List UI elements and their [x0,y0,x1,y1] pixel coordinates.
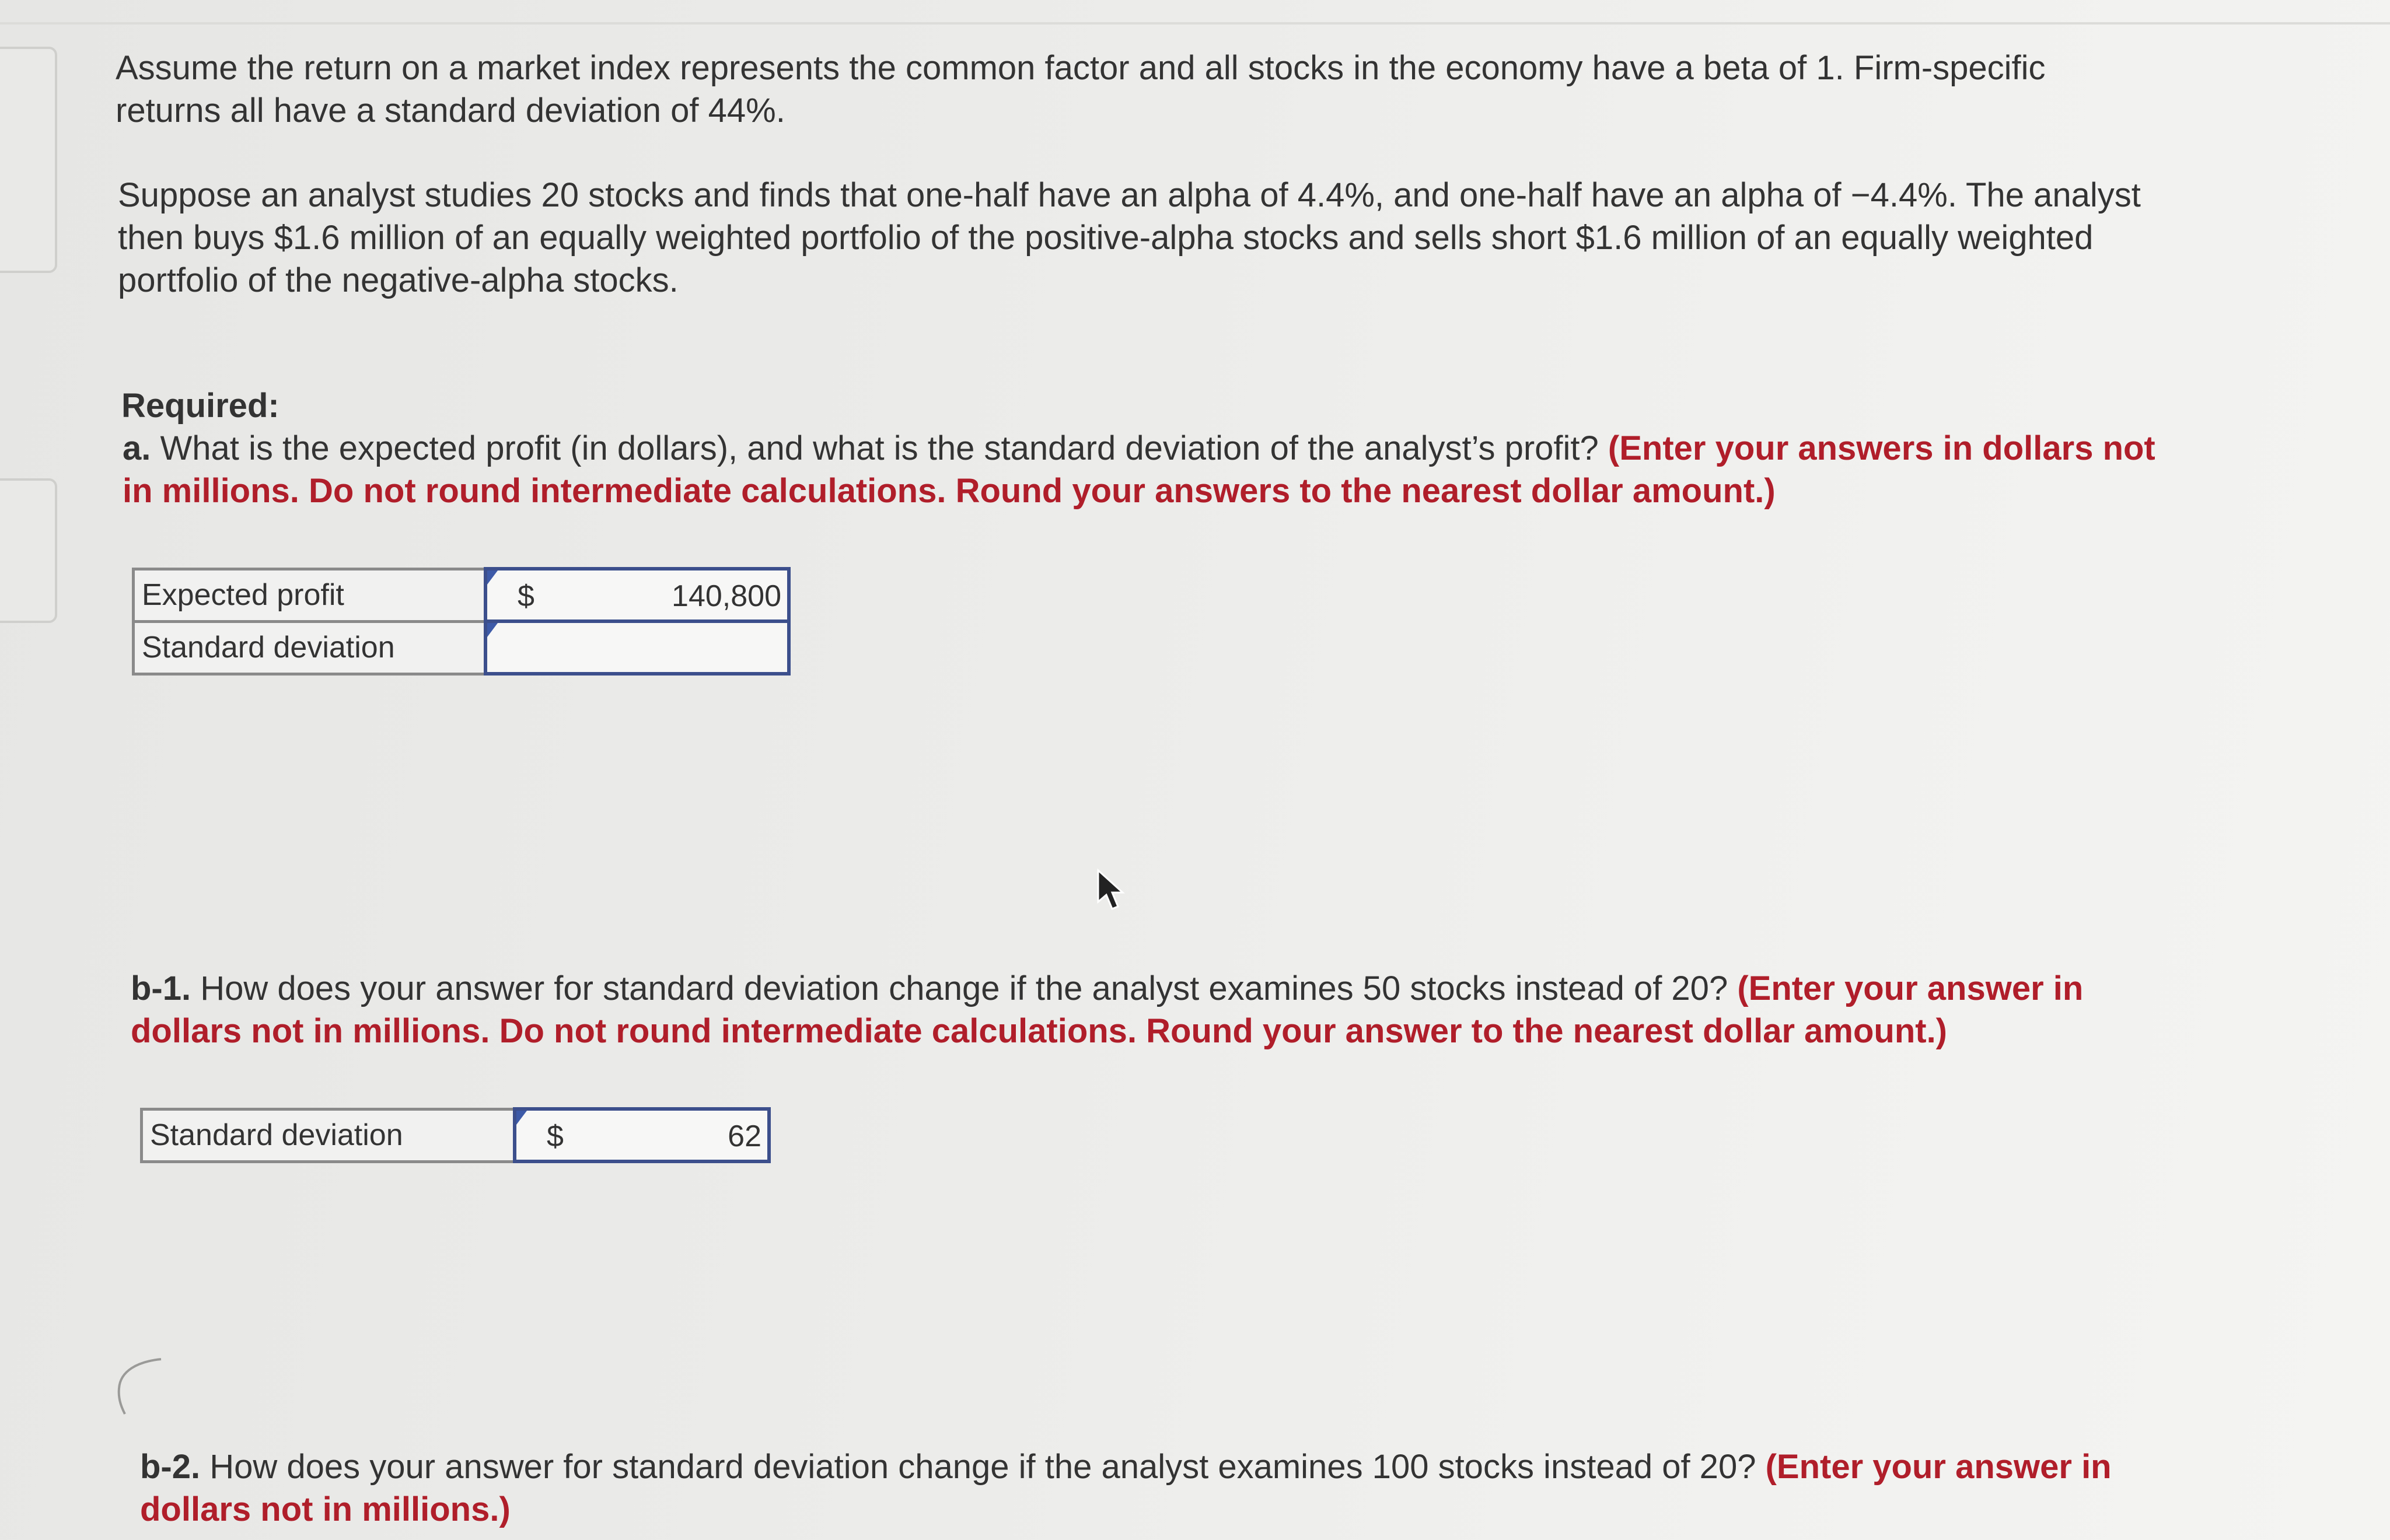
expected-profit-label: Expected profit [134,569,486,621]
currency-symbol: $ [518,579,534,613]
table-row [134,621,789,674]
b1-standard-deviation-input[interactable] [515,1109,769,1161]
scenario-paragraph [118,174,2141,302]
top-divider [0,22,2390,24]
required-heading: Required: [121,387,279,425]
question-a-text: What is the expected profit (in dollars), and what is the standard deviation of the analyst’s profit? [151,429,1608,467]
expected-profit-value: 140,800 [672,579,781,613]
question-a-prefix: a. [123,429,151,467]
currency-symbol: $ [547,1119,564,1153]
expected-profit-input[interactable] [485,569,789,621]
b1-standard-deviation-value: 62 [728,1119,761,1153]
b1-standard-deviation-label: Standard deviation [142,1109,515,1161]
question-a [123,427,2155,512]
question-b1-instruction-2: dollars not in millions. Do not round intermediate calculations. Round your answer to the nearest dollar amount.) [131,1012,1947,1050]
question-b2-instruction-1: (Enter your answer in [1765,1448,2112,1486]
mouse-pointer-icon [1096,868,1131,915]
intro-paragraph [116,47,2046,132]
question-b2-instruction-2: dollars not in millions.) [140,1490,511,1528]
intro-line-1: Assume the return on a market index represents the common factor and all stocks in the economy have a beta of 1. Firm-specific [116,49,2046,87]
scenario-line-2: then buys $1.6 million of an equally weighted portfolio of the positive-alpha stocks and sells short $1.6 million of an equally weighted [118,219,2094,257]
table-row [142,1109,770,1161]
question-b1-prefix: b-1. [131,970,191,1007]
answer-table-b1 [140,1107,771,1163]
standard-deviation-input[interactable] [485,621,789,674]
table-row [134,569,789,621]
question-b1 [131,967,2083,1052]
question-b2-prefix: b-2. [140,1448,201,1486]
scenario-line-3: portfolio of the negative-alpha stocks. [118,261,679,299]
left-panel-tab[interactable] [0,47,57,273]
question-a-instruction-2: in millions. Do not round intermediate calculations. Round your answers to the nearest dollar amount.) [123,472,1776,510]
pencil-mark-icon [114,1353,167,1418]
answer-table-a [132,567,791,676]
question-a-instruction-1: (Enter your answers in dollars not [1608,429,2155,467]
flag-marker-icon [487,570,498,584]
question-b2-text: How does your answer for standard deviation change if the analyst examines 100 stocks instead of 20? [200,1448,1766,1486]
question-b1-instruction-1: (Enter your answer in [1737,970,2084,1007]
standard-deviation-label: Standard deviation [134,621,486,674]
flag-marker-icon [487,623,498,637]
flag-marker-icon [516,1111,527,1125]
question-b2 [140,1446,2112,1531]
intro-line-2: returns all have a standard deviation of 44%. [116,92,785,130]
scenario-line-1: Suppose an analyst studies 20 stocks and finds that one-half have an alpha of 4.4%, and one-half have an alpha of −4.4%. The analyst [118,176,2141,214]
question-b1-text: How does your answer for standard deviation change if the analyst examines 50 stocks instead of 20? [191,970,1738,1007]
left-panel-tab-lower[interactable] [0,478,57,623]
